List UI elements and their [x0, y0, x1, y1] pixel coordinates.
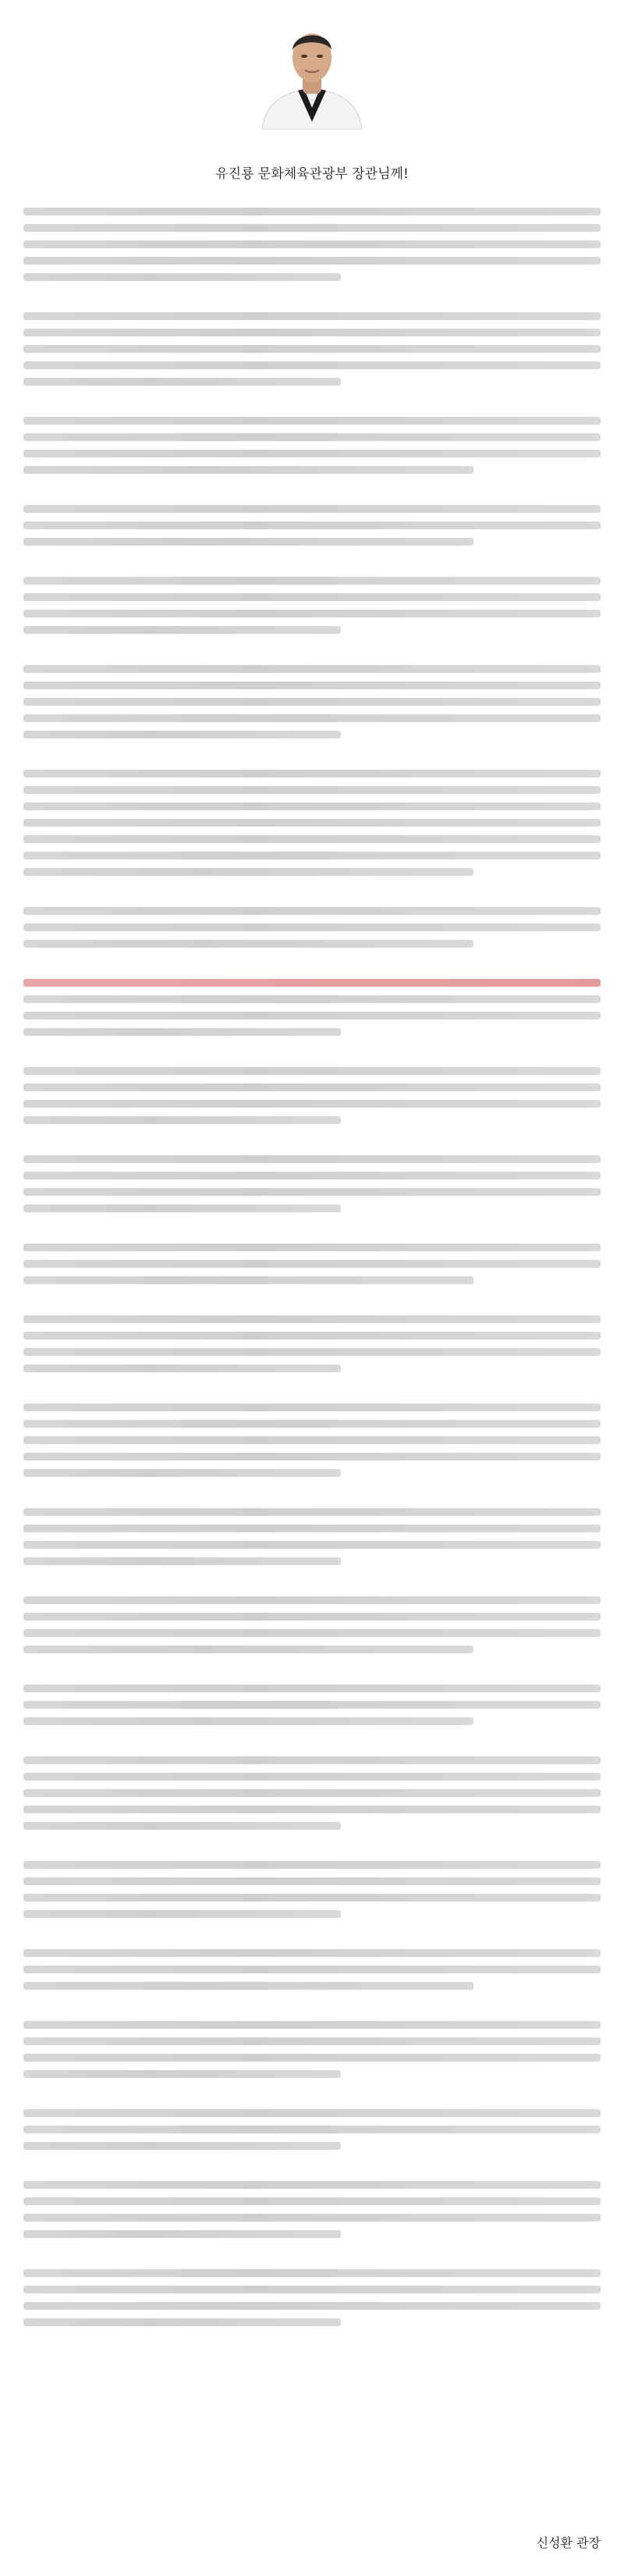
- paragraph: [23, 1404, 601, 1477]
- signature: 신성환 관장: [536, 2535, 601, 2550]
- paragraph: [23, 1244, 601, 1284]
- paragraph: [23, 1949, 601, 1990]
- paragraph: [23, 1596, 601, 1653]
- salutation: 유진룡 문화체육관광부 장관님께!: [215, 166, 409, 182]
- paragraph: [23, 770, 601, 876]
- paragraph: [23, 312, 601, 386]
- letter-body: [23, 199, 601, 2357]
- author-photo-icon: [257, 12, 367, 130]
- paragraph: [23, 1067, 601, 1124]
- paragraph: [23, 208, 601, 281]
- paragraph: [23, 2109, 601, 2150]
- paragraph: [23, 907, 601, 948]
- paragraph: [23, 1756, 601, 1830]
- paragraph: [23, 2181, 601, 2238]
- paragraph: [23, 1685, 601, 1725]
- paragraph: [23, 1508, 601, 1565]
- paragraph: [23, 577, 601, 634]
- paragraph: [23, 417, 601, 474]
- paragraph: [23, 665, 601, 738]
- paragraph: [23, 979, 601, 1036]
- paragraph: [23, 505, 601, 546]
- author-portrait: [257, 12, 367, 130]
- paragraph: [23, 1155, 601, 1212]
- paragraph: [23, 1315, 601, 1372]
- paragraph: [23, 1861, 601, 1918]
- paragraph: [23, 2269, 601, 2326]
- paragraph: [23, 2021, 601, 2078]
